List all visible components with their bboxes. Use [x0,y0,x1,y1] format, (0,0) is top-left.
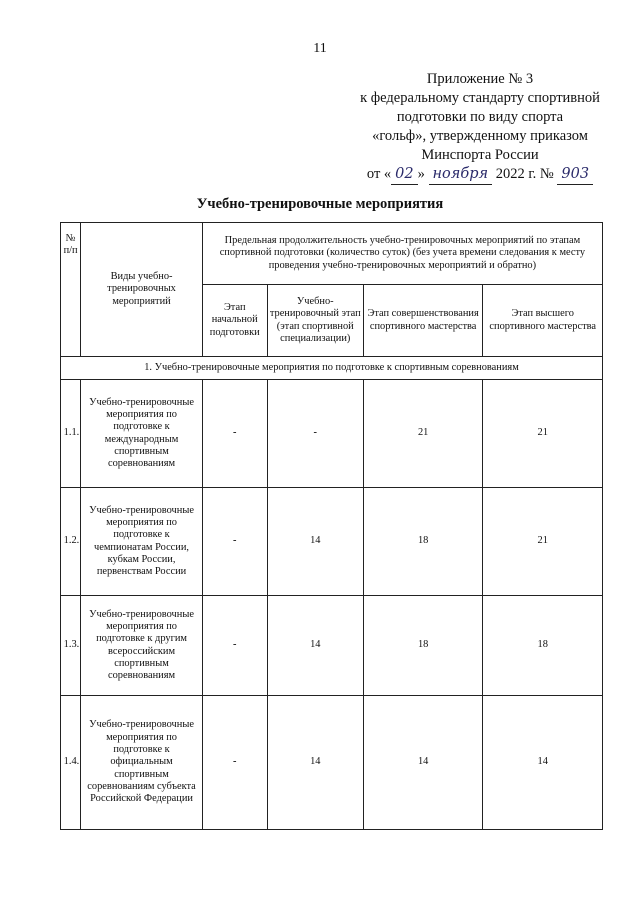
row-value: 21 [363,380,483,488]
row-value: 21 [483,380,603,488]
date-prefix: от « [366,166,392,182]
row-value: 14 [363,696,483,830]
page-number: 11 [313,41,327,56]
row-value: 14 [483,696,603,830]
header-type: Виды учебно-тренировочных мероприятий [81,223,203,357]
appendix-block [345,70,615,185]
appendix-line: «гольф», утвержденному приказом [372,128,588,144]
header-stage-higher: Этап высшего спортивного мастерства [483,285,603,357]
header-stage-improvement: Этап совершенствования спортивного мастерства [363,285,483,357]
row-value: - [267,380,363,488]
header-num: № п/п [61,223,81,357]
handwritten-day: 02 [391,165,417,185]
row-number: 1.1. [61,380,81,488]
date-day-close: » [417,166,425,182]
row-value: 14 [267,596,363,696]
row-value: 18 [363,488,483,596]
row-value: - [202,380,267,488]
appendix-line: Приложение № 3 [426,71,534,87]
table-row [61,596,603,696]
row-value: - [202,488,267,596]
table-row [61,488,603,596]
row-number: 1.4. [61,696,81,830]
row-value: - [202,696,267,830]
row-event-name: Учебно-тренировочные мероприятия по подготовке к чемпионатам России, кубкам России, первенствам России [81,488,203,596]
row-value: - [202,596,267,696]
row-value: 18 [363,596,483,696]
document-title: Учебно-тренировочные мероприятия [196,196,444,212]
header-duration: Предельная продолжительность учебно-тренировочных мероприятий по этапам спортивной подготовки (количество суток) (без учета времени следования к месту проведения учебно-тренировочных мероприятий и обратно) [202,223,602,285]
handwritten-month: ноября [429,165,493,185]
row-number: 1.3. [61,596,81,696]
table-row [61,696,603,830]
order-date-line [345,165,615,185]
handwritten-order-number: 903 [557,165,593,185]
header-stage-training: Учебно-тренировочный этап (этап спортивной специализации) [267,285,363,357]
appendix-line: Минспорта России [421,147,539,163]
row-value: 18 [483,596,603,696]
appendix-line: подготовки по виду спорта [396,109,564,125]
row-event-name: Учебно-тренировочные мероприятия по подготовке к международным спортивным соревнованиям [81,380,203,488]
row-event-name: Учебно-тренировочные мероприятия по подготовке к другим всероссийским спортивным соревнованиям [81,596,203,696]
row-event-name: Учебно-тренировочные мероприятия по подготовке к официальным спортивным соревнованиям субъекта Российской Федерации [81,696,203,830]
header-stage-initial: Этап начальной подготовки [202,285,267,357]
row-value: 14 [267,488,363,596]
table-row [61,380,603,488]
appendix-line: к федеральному стандарту спортивной [360,90,600,106]
row-number: 1.2. [61,488,81,596]
row-value: 14 [267,696,363,830]
row-value: 21 [483,488,603,596]
events-table [60,222,603,830]
year-text: 2022 г. № [495,166,554,182]
section-title: 1. Учебно-тренировочные мероприятия по подготовке к спортивным соревнованиям [61,357,603,380]
